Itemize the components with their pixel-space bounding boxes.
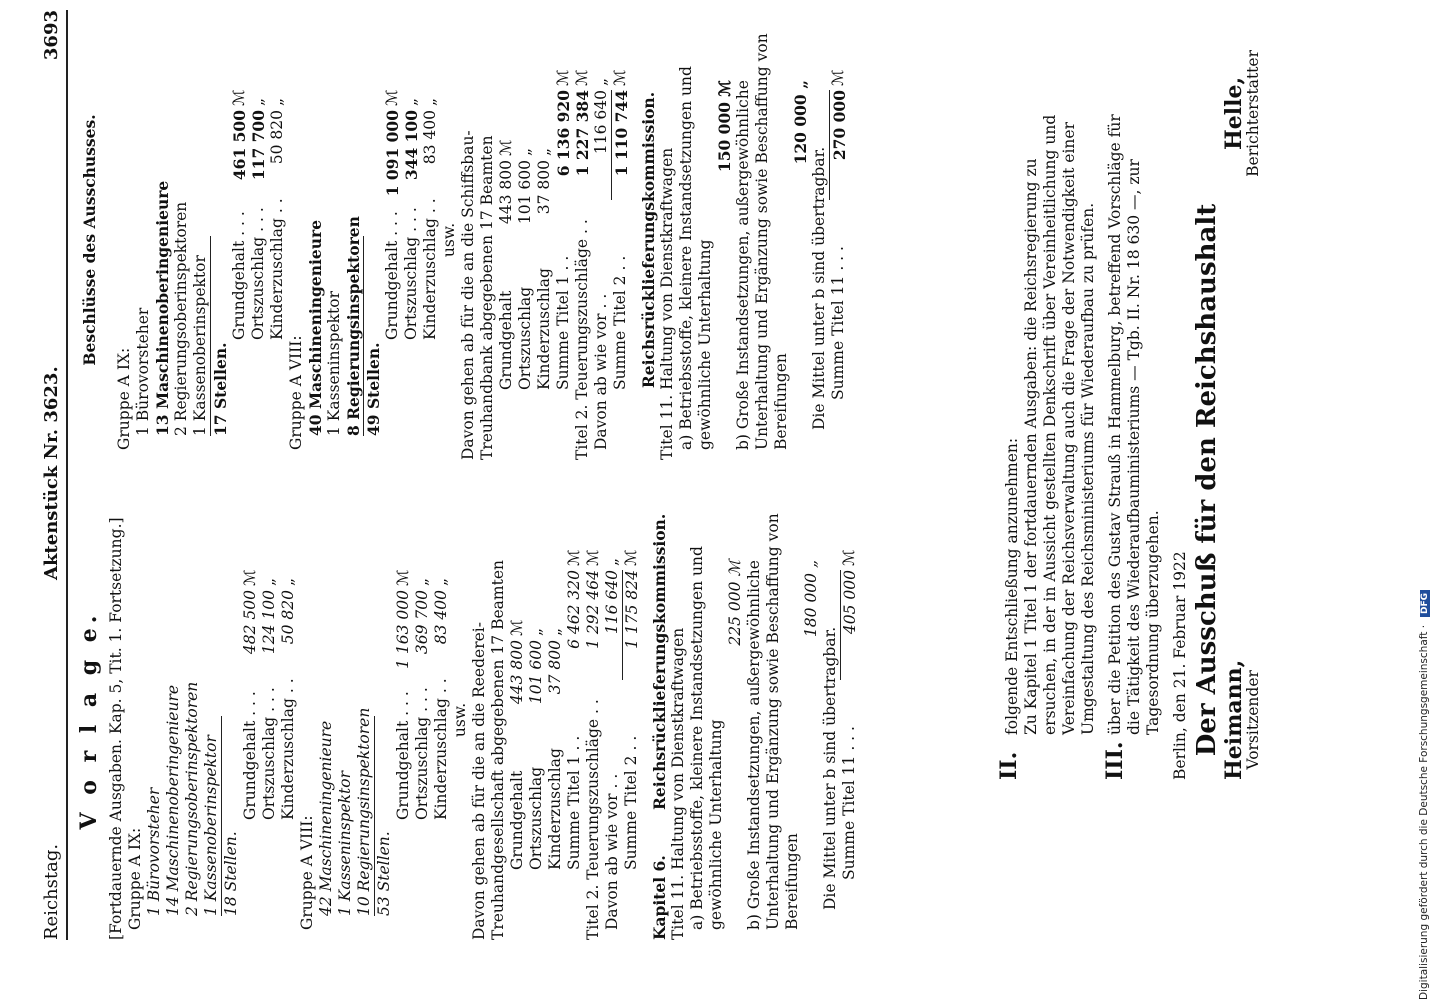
left-kapitel6-head: Kapitel 6. bbox=[650, 855, 669, 940]
right-summe1-amount: 6 136 920 bbox=[554, 90, 573, 177]
left-usw: usw. bbox=[451, 702, 469, 738]
left-g9-items bbox=[145, 500, 241, 940]
left-g8-unit: „ bbox=[413, 577, 431, 586]
left-g8-head: Gruppe A VIII: bbox=[298, 815, 316, 930]
right-column-title: Beschlüsse des Ausschusses. bbox=[80, 114, 99, 366]
right-g8-head: Gruppe A VIII: bbox=[287, 335, 305, 450]
right-summe1-unit: ℳ bbox=[554, 69, 572, 86]
left-davon-label: Kinderzuschlag bbox=[546, 748, 564, 870]
right-summe1-label: Summe Titel 1 . . bbox=[554, 255, 572, 390]
left-g8-label: Ortszuschlag . . . bbox=[413, 687, 431, 820]
left-summe2-label: Summe Titel 2 . . bbox=[622, 735, 640, 870]
right-kapitel6-titel11: Titel 11. Haltung von Dienstkraftwagen bbox=[658, 147, 676, 460]
left-davon-vor-label: Davon ab wie vor . . bbox=[603, 773, 621, 930]
right-g8-amount: 344 100 bbox=[402, 110, 421, 181]
right-davon-unit: „ bbox=[516, 147, 534, 156]
left-g9-label: Ortszuschlag . . . bbox=[260, 687, 278, 820]
left-kapitel6-titel11: Titel 11. Haltung von Dienstkraftwagen bbox=[669, 627, 687, 940]
left-g8-unit: ℳ bbox=[394, 569, 412, 586]
left-summe1-amount: 6 462 320 bbox=[565, 570, 583, 649]
right-kapitel6-a: a) Betriebsstoffe, kleinere Instandsetzungen und gewöhnliche Unterhaltung bbox=[677, 66, 714, 450]
left-column-title: V o r l a g e. bbox=[76, 610, 102, 830]
right-g8-label: Grundgehalt . . . bbox=[383, 211, 401, 340]
right-summe2-unit: ℳ bbox=[611, 69, 629, 86]
right-kapitel6-note: Die Mittel unter b sind übertragbar. bbox=[810, 146, 828, 430]
right-summe2-label: Summe Titel 2 . . bbox=[611, 255, 629, 390]
right-g8-unit: „ bbox=[402, 97, 420, 106]
left-davon-label: Ortszuschlag bbox=[527, 766, 545, 870]
right-davon-amount: 101 600 bbox=[516, 160, 534, 225]
right-summe2-amount: 1 110 744 bbox=[611, 90, 631, 200]
right-column bbox=[80, 20, 849, 460]
resolution-iii-text: über die Petition des Gustav Strauß in Hammelburg, betreffend Vorschläge für die Tätigkeit des Wiederaufbauministeriums — Tgb. II. Nr. 18 630 —, zur Tagesordnung überzugehen. bbox=[1106, 114, 1162, 735]
right-kapitel6-b-amount: 120 000 „ bbox=[791, 80, 810, 165]
left-g9-unit: „ bbox=[260, 577, 278, 586]
right-g8-amount: 1 091 000 bbox=[383, 110, 402, 197]
left-g9-total: 18 Stellen. bbox=[221, 716, 241, 916]
left-titel2-unit: ℳ bbox=[584, 549, 602, 566]
left-summe1-label: Summe Titel 1 . . bbox=[565, 735, 583, 870]
right-g9-label: Ortszuschlag . . . bbox=[249, 207, 267, 340]
left-g8-amount: 83 400 bbox=[432, 590, 450, 645]
left-intro: [Fortdauernde Ausgaben. Kap. 5, Tit. 1. Fortsetzung.] bbox=[107, 517, 125, 940]
left-g8-amount: 369 700 bbox=[413, 590, 431, 655]
left-summe2-amount: 1 175 824 bbox=[622, 570, 642, 680]
right-g8-unit: „ bbox=[421, 97, 439, 106]
committee-name: Der Ausschuß für den Reichshaushalt bbox=[1192, 203, 1222, 757]
left-kapitel6-sum-unit: ℳ bbox=[840, 549, 858, 566]
left-davon-amount: 37 800 bbox=[546, 640, 564, 695]
left-summe1-unit: ℳ bbox=[565, 549, 583, 566]
right-davon-label: Kinderzuschlag bbox=[535, 268, 553, 390]
left-g8-unit: „ bbox=[432, 577, 450, 586]
left-kapitel6-title: Reichsrücklieferungskommission. bbox=[650, 513, 669, 810]
right-g8-items bbox=[306, 20, 383, 460]
left-kapitel6-note: Die Mittel unter b sind übertragbar. bbox=[821, 626, 839, 910]
left-g9-label: Grundgehalt . . . bbox=[241, 691, 259, 820]
right-kapitel6-sum-unit: ℳ bbox=[829, 69, 847, 86]
right-g8-label: Kinderzuschlag . . bbox=[421, 198, 439, 340]
right-g8-label: Ortszuschlag . . . bbox=[402, 207, 420, 340]
left-g8-items bbox=[317, 500, 394, 940]
right-davon-text: Davon gehen ab für die an die Schiffsbau-Treuhandbank abgegebenen 17 Beamten bbox=[459, 130, 496, 460]
resolution-ii-number: II. bbox=[996, 751, 1022, 780]
left-g8-item: 1 Kasseninspektor bbox=[336, 770, 354, 916]
right-g9-amount: 117 700 bbox=[249, 110, 268, 181]
left-titel2-label: Titel 2. Teuerungszuschläge . . bbox=[584, 699, 602, 940]
right-g9-label: Grundgehalt . . . bbox=[230, 211, 248, 340]
right-davon-vor-unit: „ bbox=[592, 77, 610, 86]
left-g9-item: 1 Bürovorsteher bbox=[145, 787, 163, 916]
signatures bbox=[1221, 20, 1285, 940]
left-kapitel6-a: a) Betriebsstoffe, kleinere Instandsetzungen und gewöhnliche Unterhaltung bbox=[688, 546, 725, 930]
left-g9-amount: 482 500 bbox=[241, 590, 259, 655]
left-g8-label: Kinderzuschlag . . bbox=[432, 678, 450, 820]
right-g9-amounts bbox=[230, 20, 287, 460]
left-davon-amount: 101 600 bbox=[527, 640, 545, 705]
right-g8-unit: ℳ bbox=[383, 89, 401, 106]
resolution-ii-text: folgende Entschließung anzunehmen: bbox=[1003, 437, 1021, 735]
left-g9-unit: ℳ bbox=[241, 569, 259, 586]
right-davon-unit: ℳ bbox=[497, 139, 515, 156]
right-davon-amount: 37 800 bbox=[535, 160, 553, 215]
resolution-iii-number: III. bbox=[1102, 741, 1128, 780]
resolution-ii-body: Zu Kapitel 1 Titel 1 der fortdauernden Ausgaben: die Reichsregierung zu ersuchen, in der in Aussicht gestellten Denkschrift über Vereinheitlichung und Vereinfachung der Reichsverwaltung auch die Frage der Notwendigkeit einer Umgestaltung des Reichsministeriums für Wiederaufbau zu prüfen. bbox=[1022, 114, 1097, 735]
right-kapitel6-sum-amount: 270 000 bbox=[829, 90, 849, 200]
right-g9-amount: 50 820 bbox=[268, 110, 286, 165]
right-g8-item: 1 Kasseninspektor bbox=[325, 290, 343, 436]
left-kapitel6-a-amount: 225 000 ℳ bbox=[726, 560, 744, 646]
right-g9-item: 13 Maschinenoberingenieure bbox=[153, 180, 172, 436]
left-titel2-amount: 1 292 464 bbox=[584, 570, 602, 649]
left-davon-label: Grundgehalt bbox=[508, 770, 526, 870]
chair-name: Heimann, bbox=[1221, 659, 1247, 780]
right-davon-label: Grundgehalt bbox=[497, 290, 515, 390]
chair-signature bbox=[1221, 659, 1263, 780]
right-g9-items bbox=[134, 20, 230, 460]
left-davon-unit: „ bbox=[527, 627, 545, 636]
left-davon-amount: 443 800 bbox=[508, 640, 526, 705]
right-kapitel6-sum-label: Summe Titel 11 . . . bbox=[829, 246, 847, 400]
left-davon-amounts bbox=[508, 500, 565, 940]
left-summe2-unit: ℳ bbox=[622, 549, 640, 566]
left-davon-vor-unit: „ bbox=[603, 557, 621, 566]
digitization-credit bbox=[1418, 0, 1434, 1000]
right-g9-item: 1 Kassenoberinspektor bbox=[191, 255, 209, 436]
page-header bbox=[40, 10, 68, 940]
left-g9-item: 14 Maschinenoberingenieure bbox=[164, 684, 182, 916]
right-kapitel6-b: b) Große Instandsetzungen, außergewöhnliche Unterhaltung und Ergänzung sowie Beschaffung von Bereifungen bbox=[734, 33, 790, 450]
left-davon-unit: „ bbox=[546, 627, 564, 636]
right-davon-amount: 443 800 bbox=[497, 160, 515, 225]
right-g8-total: 49 Stellen. bbox=[363, 236, 383, 436]
left-g8-total: 53 Stellen. bbox=[374, 716, 394, 916]
right-g9-label: Kinderzuschlag . . bbox=[268, 198, 286, 340]
right-g8-item: 40 Maschineningenieure bbox=[306, 219, 325, 436]
left-kapitel6-sum-label: Summe Titel 11 . . . bbox=[840, 726, 858, 880]
left-g9-item: 2 Regierungsoberinspektoren bbox=[183, 681, 201, 916]
right-summe1 bbox=[554, 20, 573, 460]
right-davon-vor-label: Davon ab wie vor . . bbox=[592, 293, 610, 450]
left-kapitel6-b: b) Große Instandsetzungen, außergewöhnliche Unterhaltung und Ergänzung sowie Beschaffung von Bereifungen bbox=[745, 513, 801, 930]
left-g9-amount: 50 820 bbox=[279, 590, 297, 645]
left-davon-vor-amount: 116 640 bbox=[603, 570, 621, 635]
right-g9-unit: „ bbox=[249, 97, 267, 106]
left-g9-unit: „ bbox=[279, 577, 297, 586]
right-g8-amounts bbox=[383, 20, 440, 460]
right-davon-unit: „ bbox=[535, 147, 553, 156]
right-titel2-amount: 1 227 384 bbox=[573, 90, 592, 177]
right-g8-amount: 83 400 bbox=[421, 110, 439, 165]
right-g8-item: 8 Regierungsinspektoren bbox=[344, 216, 363, 436]
right-g9-amount: 461 500 bbox=[230, 110, 249, 181]
left-g9-amount: 124 100 bbox=[260, 590, 278, 655]
digitization-credit-text: Digitalisierung gefördert durch die Deutsche Forschungsgemeinschaft · bbox=[1418, 624, 1430, 1000]
left-g8-label: Grundgehalt . . . bbox=[394, 691, 412, 820]
left-summe1 bbox=[565, 500, 584, 940]
left-davon-text: Davon gehen ab für die an die Reederei-Treuhandgesellschaft abgegebenen 17 Beamten bbox=[470, 560, 507, 940]
right-g9-unit: ℳ bbox=[230, 89, 248, 106]
resolutions-section bbox=[996, 20, 1285, 940]
left-g9-amounts bbox=[241, 500, 298, 940]
chair-role: Vorsitzender bbox=[1244, 670, 1262, 770]
right-g9-item: 1 Bürovorsteher bbox=[134, 307, 152, 436]
left-g8-item: 42 Maschineningenieure bbox=[317, 720, 335, 916]
left-g9-head: Gruppe A IX: bbox=[126, 827, 144, 930]
left-g9-label: Kinderzuschlag . . bbox=[279, 678, 297, 820]
right-usw: usw. bbox=[440, 222, 458, 258]
left-g8-amount: 1 163 000 bbox=[394, 590, 412, 669]
reporter-name: Helle, bbox=[1221, 76, 1247, 151]
right-g9-unit: „ bbox=[268, 97, 286, 106]
right-titel2-unit: ℳ bbox=[573, 69, 591, 86]
right-davon-label: Ortszuschlag bbox=[516, 286, 534, 390]
left-g8-item: 10 Regierungsinspektoren bbox=[355, 707, 373, 916]
left-kapitel6-sum-amount: 405 000 bbox=[840, 570, 860, 680]
right-g9-item: 2 Regierungsoberinspektoren bbox=[172, 201, 190, 436]
left-g9-item: 1 Kassenoberinspektor bbox=[202, 735, 220, 916]
left-column bbox=[76, 500, 860, 940]
dfg-logo: DFG bbox=[1420, 590, 1430, 617]
reporter-role: Berichterstatter bbox=[1244, 50, 1262, 177]
right-g9-total: 17 Stellen. bbox=[210, 236, 230, 436]
left-davon-unit: ℳ bbox=[508, 619, 526, 636]
right-davon-amounts bbox=[497, 20, 554, 460]
right-davon-vor-amount: 116 640 bbox=[592, 90, 610, 155]
left-kapitel6-b-amount: 180 000 „ bbox=[802, 560, 820, 638]
right-g9-head: Gruppe A IX: bbox=[115, 347, 133, 450]
header-center: Aktenstück Nr. 3623. bbox=[41, 366, 62, 580]
left-g8-amounts bbox=[394, 500, 451, 940]
header-left: Reichstag. bbox=[41, 843, 62, 940]
right-titel2-label: Titel 2. Teuerungszuschläge . . bbox=[573, 219, 591, 460]
reporter-signature bbox=[1221, 50, 1263, 177]
right-kapitel6-a-amount: 150 000 ℳ bbox=[715, 80, 734, 173]
resolution-date: Berlin, den 21. Februar 1922 bbox=[1171, 551, 1189, 780]
right-kapitel6-title: Reichsrücklieferungskommission. bbox=[639, 91, 658, 389]
page-number: 3693 bbox=[41, 10, 62, 61]
